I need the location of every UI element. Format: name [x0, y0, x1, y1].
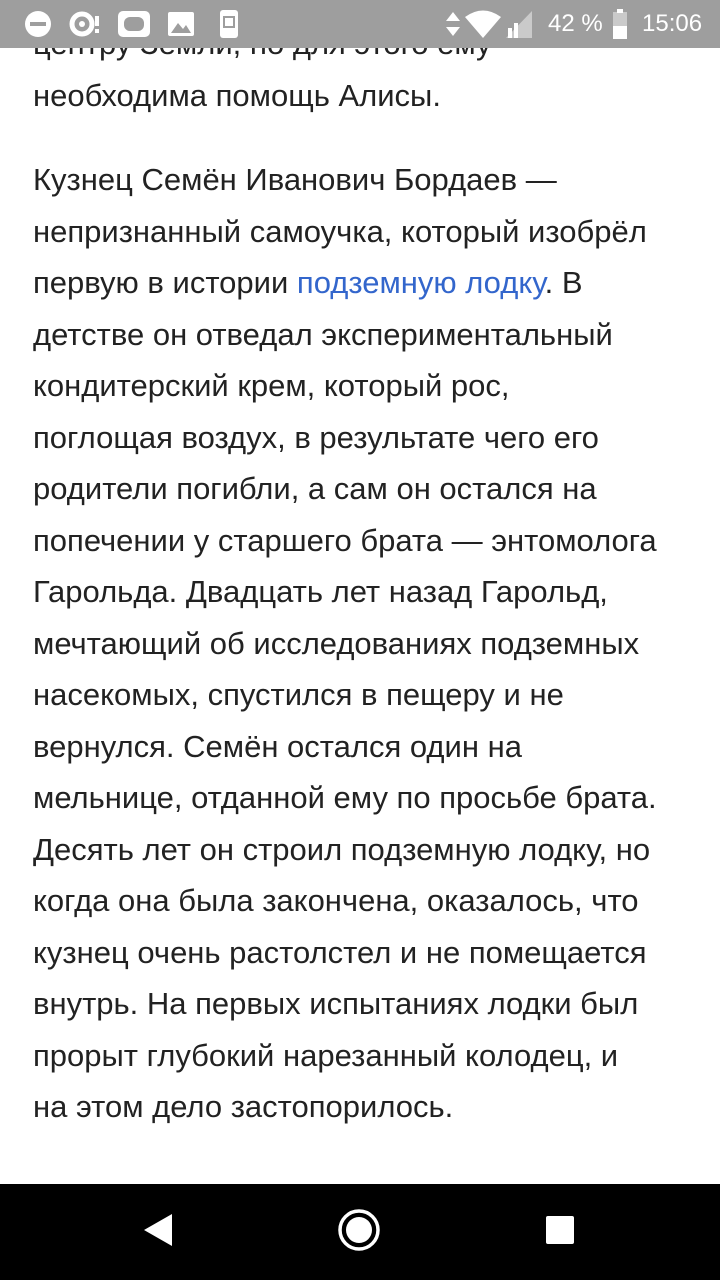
text-line: внутрь. На первых испытаниях лодки был [33, 986, 639, 1021]
wifi-icon [464, 8, 502, 45]
text-line [33, 257, 693, 309]
submarine-link[interactable]: подземную лодку [296, 265, 545, 300]
text-line: Кузнец Семён Иванович Бордаев — [33, 162, 557, 197]
screen-icon [116, 8, 152, 45]
signal-icon [504, 8, 534, 45]
text-line: прорыт глубокий нарезанный колодец, и [33, 1037, 619, 1073]
text-line: когда она была закончена, оказалось, что [33, 883, 639, 918]
text-line: мечтающий об исследованиях подземных [33, 625, 640, 661]
gallery-icon [166, 8, 196, 45]
text-line: Десять лет он строил подземную лодку, но [33, 831, 651, 867]
battery-icon [611, 8, 629, 45]
text-line: на этом дело застопорилось. [33, 1089, 454, 1124]
phone-app-icon [218, 8, 240, 45]
text-line: попечении у старшего брата — энтомолога [33, 522, 657, 558]
text-line: непризнанный самоучка, который изобрёл [33, 213, 647, 249]
text-line: поглощая воздух, в результате чего его [33, 419, 599, 455]
recents-button[interactable] [520, 1204, 600, 1260]
sync-icon [68, 8, 102, 45]
status-bar[interactable] [0, 0, 720, 48]
text-line: насекомых, спустился в пещеру и не [33, 677, 564, 712]
article-paragraph [33, 154, 693, 1133]
text-line: Гарольда. Двадцать лет назад Гарольд, [33, 574, 608, 609]
text-segment: первую в истории [33, 265, 297, 300]
back-button[interactable] [118, 1204, 198, 1260]
text-line: детстве он отведал экспериментальный [33, 316, 613, 352]
home-button[interactable] [319, 1204, 399, 1260]
battery-percent: 42 % [548, 10, 603, 37]
text-segment: . В [544, 265, 583, 300]
recents-icon [542, 1212, 578, 1253]
back-icon [138, 1210, 178, 1255]
text-line: родители погибли, а сам он остался на [33, 471, 597, 506]
text-line: кондитерский крем, который рос, [33, 368, 510, 403]
text-line: необходима помощь Алисы. [33, 77, 441, 113]
do-not-disturb-icon [22, 8, 54, 45]
home-icon [336, 1207, 382, 1258]
data-transfer-icon [444, 8, 462, 45]
text-line: мельнице, отданной ему по просьбе брата. [33, 780, 657, 815]
clock: 15:06 [642, 10, 703, 37]
text-line: кузнец очень растолстел и не помещается [33, 934, 647, 970]
text-line: вернулся. Семён остался один на [33, 728, 522, 764]
navigation-bar [0, 1184, 720, 1280]
